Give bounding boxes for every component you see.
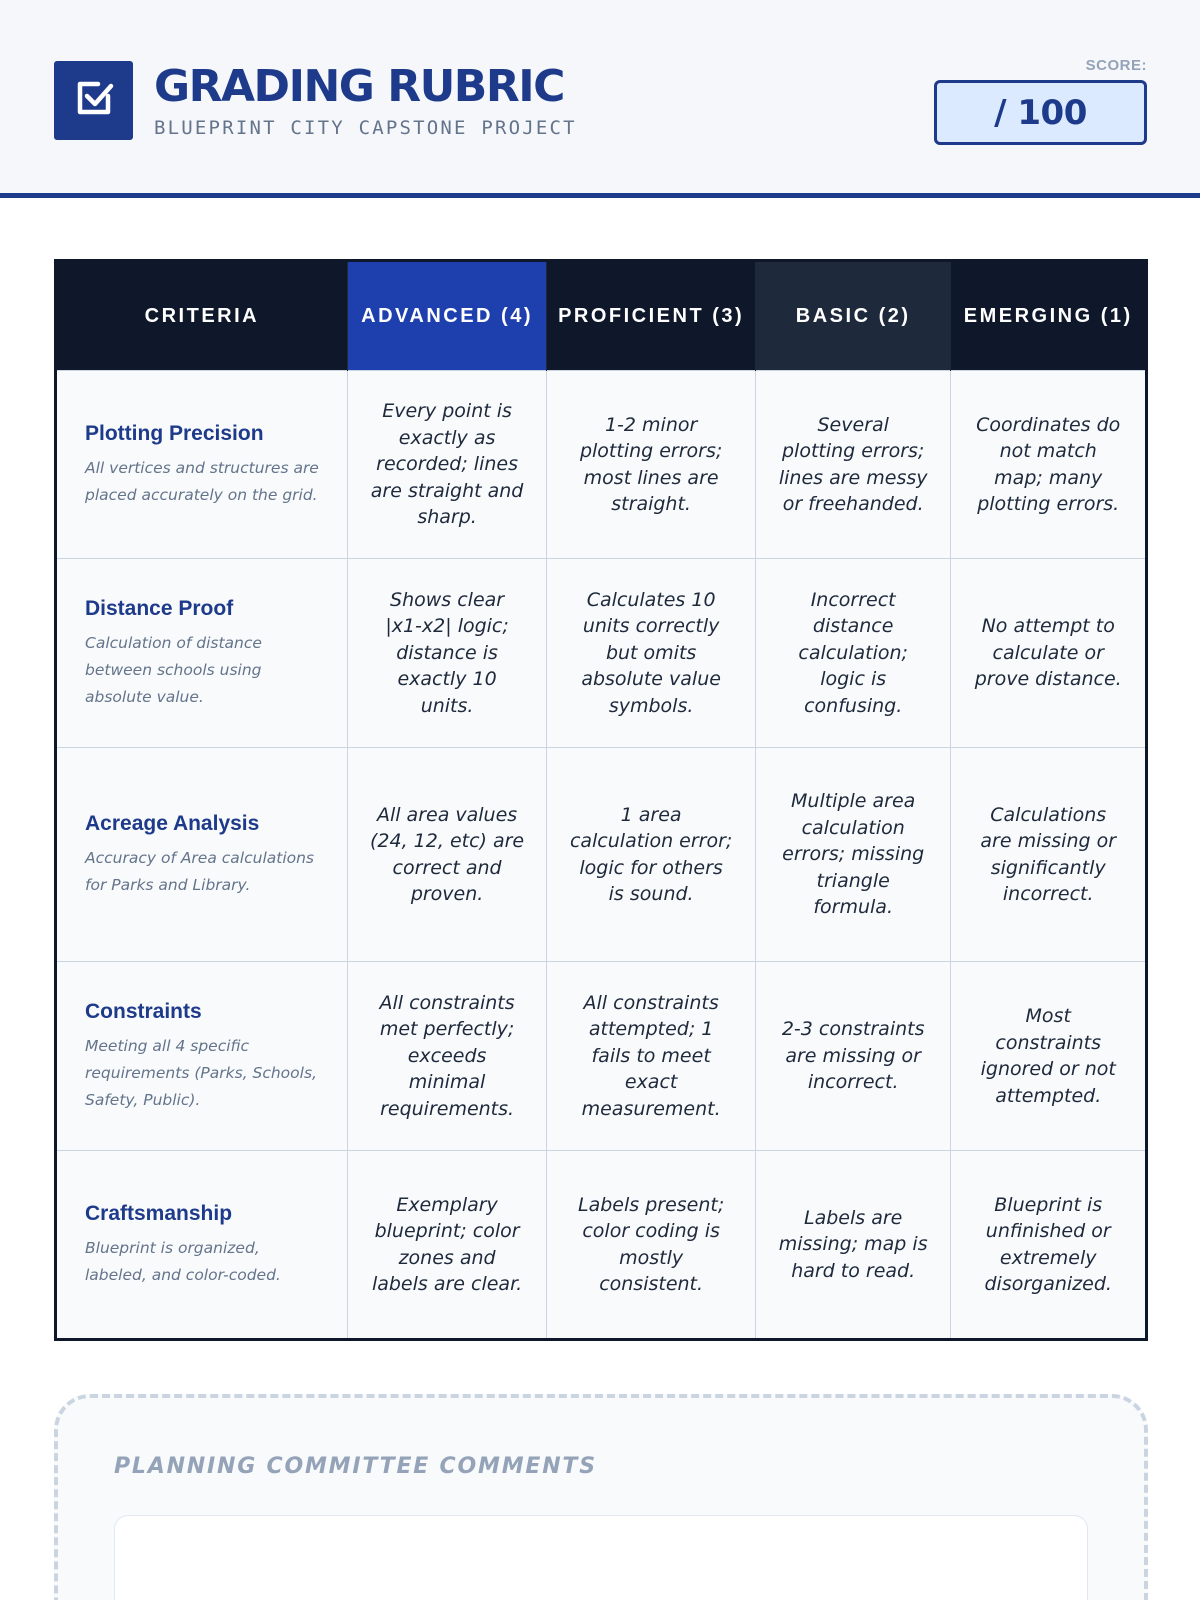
level-cell-advanced: All area values (24, 12, etc) are correct and proven. <box>347 748 547 962</box>
table-row <box>56 371 1147 559</box>
criterion-name: Distance Proof <box>85 596 234 620</box>
criterion-description: Meeting all 4 specific requirements (Parks, Schools, Safety, Public). <box>85 1036 317 1109</box>
level-cell-proficient: 1-2 minor plotting errors; most lines are straight. <box>547 371 756 559</box>
criterion-cell <box>56 748 348 962</box>
criterion-name: Acreage Analysis <box>85 811 260 835</box>
comments-section <box>54 1394 1148 1600</box>
table-row <box>56 962 1147 1151</box>
criterion-cell <box>56 559 348 748</box>
level-cell-advanced: Exemplary blueprint; color zones and labels are clear. <box>347 1151 547 1340</box>
level-cell-proficient: Calculates 10 units correctly but omits absolute value symbols. <box>547 559 756 748</box>
level-cell-advanced: Every point is exactly as recorded; lines are straight and sharp. <box>347 371 547 559</box>
criterion-description: Blueprint is organized, labeled, and color-coded. <box>85 1238 281 1284</box>
level-cell-proficient: 1 area calculation error; logic for others is sound. <box>547 748 756 962</box>
criterion-name: Craftsmanship <box>85 1201 233 1225</box>
criterion-name: Constraints <box>85 999 202 1023</box>
level-cell-emerging: No attempt to calculate or prove distance. <box>951 559 1147 748</box>
page-title: GRADING RUBRIC <box>154 61 564 112</box>
level-cell-emerging: Calculations are missing or significantly incorrect. <box>951 748 1147 962</box>
table-row <box>56 748 1147 962</box>
level-cell-basic: Incorrect distance calculation; logic is confusing. <box>755 559 951 748</box>
criterion-cell <box>56 371 348 559</box>
column-header-criteria: CRITERIA <box>56 261 348 371</box>
level-cell-advanced: Shows clear |x1-x2| logic; distance is exactly 10 units. <box>347 559 547 748</box>
criterion-name: Plotting Precision <box>85 421 264 445</box>
level-cell-basic: 2-3 constraints are missing or incorrect. <box>755 962 951 1151</box>
table-row <box>56 1151 1147 1340</box>
column-header-emerging: EMERGING (1) <box>951 261 1147 371</box>
criterion-description: Accuracy of Area calculations for Parks and Library. <box>85 848 315 894</box>
level-cell-basic: Multiple area calculation errors; missing triangle formula. <box>755 748 951 962</box>
level-cell-emerging: Blueprint is unfinished or extremely disorganized. <box>951 1151 1147 1340</box>
level-cell-proficient: All constraints attempted; 1 fails to meet exact measurement. <box>547 962 756 1151</box>
level-cell-proficient: Labels present; color coding is mostly consistent. <box>547 1151 756 1340</box>
level-cell-emerging: Most constraints ignored or not attempted. <box>951 962 1147 1151</box>
logo <box>54 61 133 140</box>
column-header-basic: BASIC (2) <box>755 261 951 371</box>
comments-field[interactable] <box>114 1515 1088 1600</box>
checkbox-icon <box>70 74 118 127</box>
level-cell-basic: Several plotting errors; lines are messy or freehanded. <box>755 371 951 559</box>
column-header-proficient: PROFICIENT (3) <box>547 261 756 371</box>
level-cell-advanced: All constraints met perfectly; exceeds minimal requirements. <box>347 962 547 1151</box>
score-label: SCORE: <box>1085 57 1147 74</box>
column-header-advanced: ADVANCED (4) <box>347 261 547 371</box>
page-subtitle: BLUEPRINT CITY CAPSTONE PROJECT <box>154 117 577 139</box>
level-cell-emerging: Coordinates do not match map; many plotting errors. <box>951 371 1147 559</box>
comments-label: PLANNING COMMITTEE COMMENTS <box>114 1454 597 1479</box>
criterion-description: Calculation of distance between schools using absolute value. <box>85 633 262 706</box>
page-header <box>0 0 1200 198</box>
rubric-header-row <box>56 261 1147 371</box>
level-cell-basic: Labels are missing; map is hard to read. <box>755 1151 951 1340</box>
criterion-description: All vertices and structures are placed accurately on the grid. <box>85 458 319 504</box>
score-field[interactable]: / 100 <box>934 80 1147 145</box>
rubric-table <box>54 259 1148 1341</box>
table-row <box>56 559 1147 748</box>
criterion-cell <box>56 962 348 1151</box>
criterion-cell <box>56 1151 348 1340</box>
